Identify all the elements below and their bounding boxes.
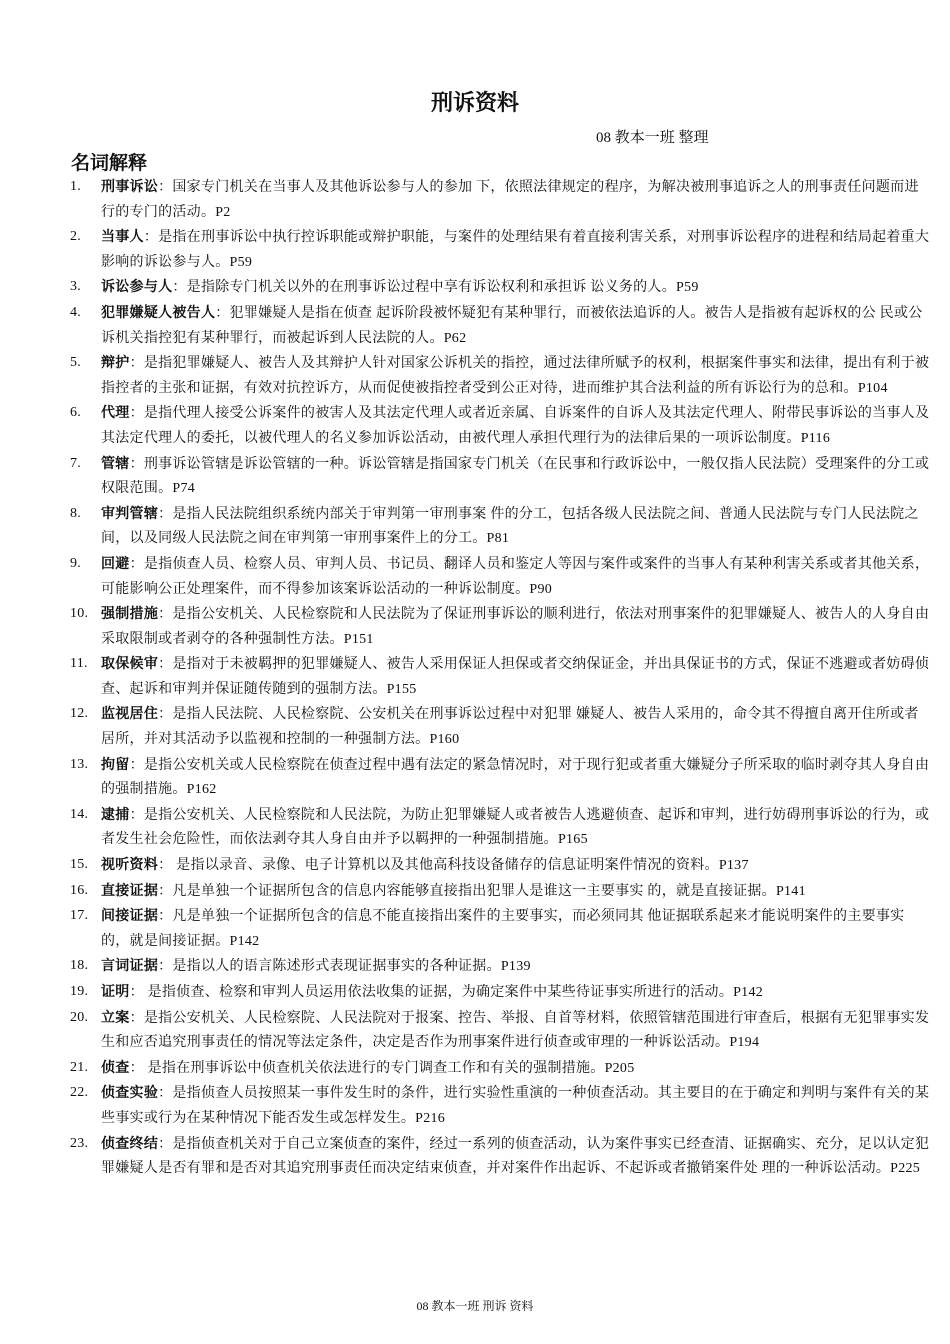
item-term: 当事人 <box>101 229 144 246</box>
item-definition: ：是指人民法院组织系统内部关于审判第一审刑事案 件的分工，包括各级人民法院之间、普通人民法院与专门人民法院之间，以及同级人民法院之间在审判第一审刑事案件上的分工。P81 <box>101 506 919 547</box>
item-term: 辩护 <box>101 355 130 372</box>
item-term: 刑事诉讼 <box>101 179 159 195</box>
list-item <box>70 853 932 879</box>
item-number: 2. <box>70 229 82 245</box>
item-number: 22. <box>70 1085 89 1101</box>
item-number: 13. <box>70 756 89 772</box>
list-item <box>70 980 932 1006</box>
item-number: 11. <box>70 656 88 672</box>
item-number: 5. <box>70 355 82 371</box>
item-number: 3. <box>70 279 82 295</box>
item-definition: ：是指侦查机关对于自己立案侦查的案件，经过一系列的侦查活动，认为案件事实已经查清、证据确实、充分，足以认定犯罪嫌疑人是否有罪和是否对其追究刑事责任而决定结束侦查，并对案件作出起诉、不起诉或者撤销案件处 理的一种诉讼活动。P225 <box>101 1136 930 1177</box>
item-definition: ：刑事诉讼管辖是诉讼管辖的一种。诉讼管辖是指国家专门机关（在民事和行政诉讼中，一般仅指人民法院）受理案件的分工或权限范围。P74 <box>101 456 930 497</box>
item-number: 8. <box>70 505 82 521</box>
item-definition: ： 是指在刑事诉讼中侦查机关依法进行的专门调查工作和有关的强制措施。P205 <box>129 1060 635 1076</box>
item-number: 12. <box>70 706 89 722</box>
section-heading: 名词解释 <box>71 152 148 174</box>
item-definition: ：是指公安机关、人民检察院和人民法院为了保证刑事诉讼的顺利进行，依法对刑事案件的犯罪嫌疑人、被告人的人身自由采取限制或者剥夺的各种强制性方法。P151 <box>101 607 930 647</box>
list-item <box>70 803 932 853</box>
item-number: 6. <box>70 405 82 421</box>
item-definition: ：是指公安机关、人民检察院和人民法院，为防止犯罪嫌疑人或者被告人逃避侦查、起诉和审判，进行妨碍刑事诉讼的行为，或者发生社会危险性，而依法剥夺其人身自由并予以羁押的一种强制措施。P165 <box>101 807 930 848</box>
item-definition: ：是指公安机关、人民检察院、人民法院对于报案、控告、举报、自首等材料，依照管辖范围进行审查后，根据有无犯罪事实发生和应否追究刑事责任的情况等法定条件，决定是否作为刑事案件进行侦查或审理的一种诉讼活动。P194 <box>101 1010 930 1051</box>
item-number: 16. <box>70 882 89 898</box>
item-term: 侦查终结 <box>101 1135 159 1152</box>
list-item <box>70 552 932 602</box>
item-term: 侦查 <box>101 1059 130 1076</box>
list-item <box>70 1132 932 1182</box>
item-definition: ： 是指侦查、检察和审判人员运用依法收集的证据，为确定案件中某些待证事实所进行的活动。P142 <box>129 985 764 1000</box>
list-item <box>70 401 932 451</box>
item-number: 19. <box>70 984 89 999</box>
item-definition: ：是指人民法院、人民检察院、公安机关在刑事诉讼过程中对犯罪 嫌疑人、被告人采用的，命令其不得擅自离开住所或者居所，并对其活动予以监视和控制的一种强制方法。P160 <box>101 707 919 748</box>
item-term: 拘留 <box>101 756 130 773</box>
list-item <box>70 275 932 301</box>
item-term: 侦查实验 <box>101 1085 159 1102</box>
item-term: 强制措施 <box>101 606 159 623</box>
item-term: 逮捕 <box>101 806 130 823</box>
item-term: 犯罪嫌疑人被告人 <box>101 304 216 321</box>
list-item <box>70 702 932 752</box>
item-definition: ：国家专门机关在当事人及其他诉讼参与人的参加 下，依照法律规定的程序，为解决被刑事追诉之人的刑事责任问题而进行的专门的活动。P2 <box>101 180 919 220</box>
list-item <box>70 954 932 980</box>
page-footer: 08 教本一班 刑诉 资料 <box>416 1299 534 1313</box>
item-term: 审判管辖 <box>101 505 159 522</box>
list-item <box>70 879 932 905</box>
item-term: 证明 <box>101 984 130 1000</box>
item-definition: ：犯罪嫌疑人是指在侦查 起诉阶段被怀疑犯有某种罪行，而被依法追诉的人。被告人是指被有起诉权的公 民或公诉机关指控犯有某种罪行，而被起诉到人民法院的人。P62 <box>101 305 923 346</box>
document-title: 刑诉资料 <box>430 91 519 116</box>
item-term: 代理 <box>101 405 130 422</box>
item-term: 管辖 <box>101 455 130 472</box>
definition-list <box>70 175 932 1182</box>
item-term: 诉讼参与人 <box>101 279 173 296</box>
list-item <box>70 753 932 803</box>
item-number: 4. <box>70 304 82 320</box>
list-item <box>70 301 932 351</box>
item-term: 间接证据 <box>101 908 159 925</box>
list-item <box>70 904 932 954</box>
item-number: 10. <box>70 606 89 622</box>
item-definition: ：凡是单独一个证据所包含的信息不能直接指出案件的主要事实，而必须同其 他证据联系起来才能说明案件的主要事实的，就是间接证据。P142 <box>101 909 905 949</box>
item-term: 言词证据 <box>101 958 159 975</box>
item-number: 18. <box>70 958 89 974</box>
item-number: 15. <box>70 857 89 873</box>
document-subtitle: 08 教本一班 整理 <box>596 130 709 146</box>
item-definition: ：是指犯罪嫌疑人、被告人及其辩护人针对国家公诉机关的指控，通过法律所赋予的权利，根据案件事实和法律，提出有利于被指控者的主张和证据，有效对抗控诉方，从而促使被指控者受到公正对待，进而维护其合法利益的所有诉讼行为的总和。P104 <box>101 356 930 396</box>
item-definition: ： 是指以录音、录像、电子计算机以及其他高科技设备储存的信息证明案件情况的资料。P137 <box>158 858 749 874</box>
item-definition: ：是指对于未被羁押的犯罪嫌疑人、被告人采用保证人担保或者交纳保证金，并出具保证书的方式，保证不逃避或者妨碍侦查、起诉和审判并保证随传随到的强制方法。P155 <box>101 657 930 697</box>
list-item <box>70 175 932 225</box>
list-item <box>70 1006 932 1056</box>
item-number: 23. <box>70 1135 89 1151</box>
item-number: 9. <box>70 555 82 571</box>
item-number: 1. <box>70 179 82 194</box>
item-term: 视听资料 <box>101 857 159 874</box>
item-definition: ：凡是单独一个证据所包含的信息内容能够直接指出犯罪人是谁这一主要事实 的，就是直接证据。P141 <box>158 883 806 899</box>
list-item <box>70 225 932 275</box>
item-term: 立案 <box>101 1009 130 1026</box>
list-item <box>70 351 932 401</box>
item-term: 回避 <box>101 555 130 572</box>
item-definition: ：是指侦查人员、检察人员、审判人员、书记员、翻译人员和鉴定人等因与案件或案件的当事人有某种利害关系或者其他关系，可能影响公正处理案件，而不得参加该案诉讼活动的一种诉讼制度。P90 <box>101 556 930 597</box>
item-number: 21. <box>70 1059 89 1075</box>
item-definition: ：是指侦查人员按照某一事件发生时的条件，进行实验性重演的一种侦查活动。其主要目的在于确定和判明与案件有关的某些事实或行为在某种情况下能否发生或怎样发生。P216 <box>101 1086 930 1126</box>
item-number: 7. <box>70 455 82 471</box>
item-term: 取保候审 <box>101 656 159 673</box>
item-number: 20. <box>70 1009 89 1025</box>
item-term: 直接证据 <box>101 882 159 899</box>
item-definition: ：是指公安机关或人民检察院在侦查过程中遇有法定的紧急情况时，对于现行犯或者重大嫌疑分子所采取的临时剥夺其人身自由的强制措施。P162 <box>101 757 930 798</box>
item-definition: ：是指以人的语言陈述形式表现证据事实的各种证据。P139 <box>158 959 531 975</box>
list-item <box>70 652 932 702</box>
item-number: 14. <box>70 806 89 822</box>
item-number: 17. <box>70 908 89 924</box>
item-definition: ：是指除专门机关以外的在刑事诉讼过程中享有诉讼权利和承担诉 讼义务的人。P59 <box>172 280 699 296</box>
item-definition: ：是指在刑事诉讼中执行控诉职能或辩护职能，与案件的处理结果有着直接利害关系，对刑事诉讼程序的进程和结局起着重大影响的诉讼参与人。P59 <box>101 230 930 270</box>
item-definition: ：是指代理人接受公诉案件的被害人及其法定代理人或者近亲属、自诉案件的自诉人及其法定代理人、附带民事诉讼的当事人及其法定代理人的委托，以被代理人的名义参加诉讼活动，由被代理人承担代理行为的法律后果的一项诉讼制度。P116 <box>101 406 930 446</box>
list-item <box>70 602 932 652</box>
list-item <box>70 1056 932 1082</box>
list-item <box>70 1081 932 1131</box>
list-item <box>70 502 932 552</box>
list-item <box>70 452 932 502</box>
item-term: 监视居住 <box>101 706 159 723</box>
